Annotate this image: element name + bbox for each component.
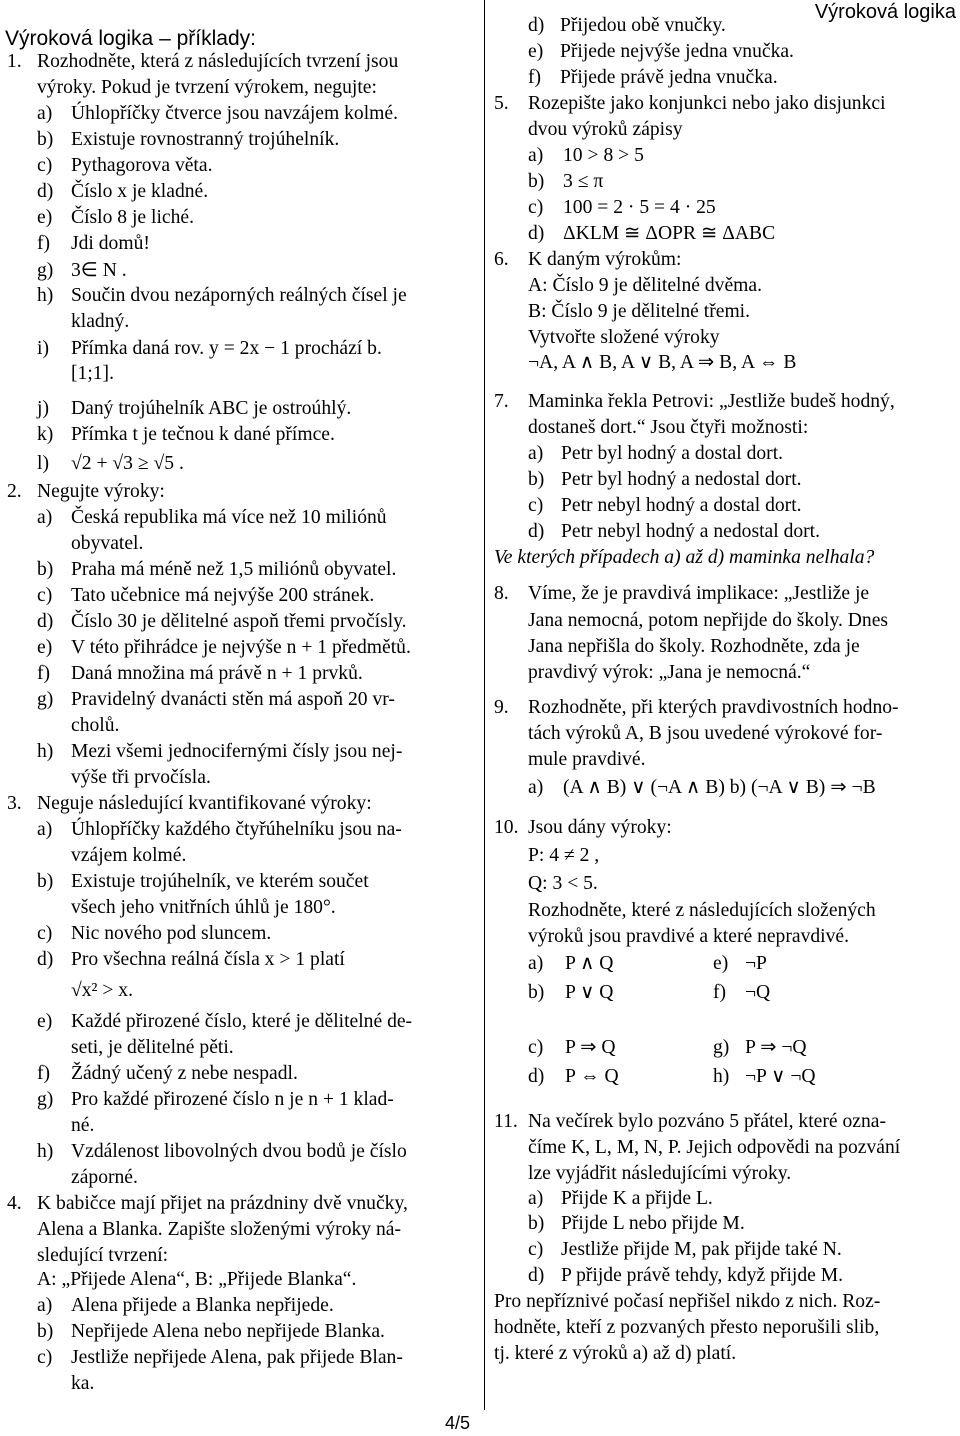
text-line: lze vyjádřit následujícími výroky. [528, 1163, 792, 1184]
text-line: dostaneš dort.“ Jsou čtyři možnosti: [528, 417, 809, 438]
text-line: A: „Přijede Alena“, B: „Přijede Blanka“. [37, 1269, 357, 1290]
text-line: √2 + √3 ≥ √5 . [71, 453, 184, 474]
page-title: Výroková logika – příklady: [5, 27, 256, 50]
text-line: Rozhodněte, která z následujících tvrzení jsou [37, 51, 399, 72]
text-line: Pro nepříznivé počasí nepřišel nikdo z nich. Roz- [494, 1291, 881, 1312]
text-line: B: Číslo 9 je dělitelné třemi. [528, 301, 751, 322]
item-label: g) [37, 689, 54, 710]
text-line: P přijde právě tehdy, když přijde M. [561, 1265, 844, 1286]
text-line: Součin dvou nezáporných reálných čísel je [71, 285, 407, 306]
item-label: b) [37, 129, 54, 150]
text-line: 100 = 2 · 5 = 4 · 25 [563, 197, 716, 218]
text-line: Nepřijede Alena nebo nepřijede Blanka. [71, 1321, 385, 1342]
text-line: vzájem kolmé. [71, 845, 187, 866]
text-line: Nic nového pod sluncem. [71, 923, 272, 944]
text-line: Petr nebyl hodný a nedostal dort. [561, 521, 821, 542]
text-line: Jdi domů! [71, 233, 150, 254]
item-label: d) [37, 181, 54, 202]
item-label: l) [37, 453, 49, 474]
item-label: e) [528, 41, 544, 62]
item-label: c) [528, 495, 544, 516]
item-label: c) [37, 155, 53, 176]
text-line: 3∈ N . [71, 260, 127, 281]
text-line: A: Číslo 9 je dělitelné dvěma. [528, 275, 762, 296]
item-label: b) [37, 871, 54, 892]
item-label: e) [37, 207, 53, 228]
text-line: tj. které z výroků a) až d) platí. [494, 1343, 737, 1364]
item-label: b) [37, 1321, 54, 1342]
column-divider [484, 0, 485, 1410]
text-line: Pro všechna reálná čísla x > 1 platí [71, 949, 345, 970]
text-line: ΔKLM ≅ ΔOPR ≅ ΔABC [563, 223, 776, 244]
exercise-number: 10. [494, 817, 519, 838]
text-line: 10 > 8 > 5 [563, 145, 644, 166]
exercise-number: 6. [494, 249, 509, 270]
item-label: c) [37, 1347, 53, 1368]
text-line: Rozhodněte, při kterých pravdivostních hodno- [528, 697, 899, 718]
text-line: Úhlopříčky každého čtyřúhelníku jsou na- [71, 819, 402, 840]
item-label: e) [37, 1011, 53, 1032]
item-label: k) [37, 424, 54, 445]
item-label: b) [528, 171, 545, 192]
text-line: K babičce mají přijet na prázdniny dvě vnučky, [37, 1193, 408, 1214]
item-label: f) [37, 1063, 51, 1084]
item-label: f) [37, 233, 51, 254]
text-line: Přímka daná rov. y = 2x − 1 prochází b. [71, 338, 382, 359]
text-line: Číslo 30 je dělitelné aspoň třemi prvočísly. [71, 611, 407, 632]
item-label: a) [528, 953, 544, 974]
text-line: né. [71, 1115, 95, 1136]
text-line: seti, je dělitelné pěti. [71, 1037, 234, 1058]
item-label: d) [528, 223, 545, 244]
item-label: a) [528, 145, 544, 166]
text-line: Přijde L nebo přijde M. [561, 1213, 745, 1234]
text-line: √x² > x. [71, 980, 133, 1001]
item-label: f) [713, 982, 727, 1003]
item-label: f) [528, 67, 542, 88]
text-line: P: 4 ≠ 2 , [528, 845, 600, 866]
text-line: Praha má méně než 1,5 miliónů obyvatel. [71, 559, 397, 580]
running-header: Výroková logika [814, 1, 956, 23]
text-line: Přijde K a přijde L. [561, 1188, 713, 1209]
text-line: Na večírek bylo pozváno 5 přátel, které ozna- [528, 1111, 886, 1132]
item-label: d) [37, 949, 54, 970]
text-line: Přijedou obě vnučky. [560, 15, 726, 36]
text-line: K daným výrokům: [528, 249, 682, 270]
text-line: hodněte, kteří z pozvaných přesto neporušili slib, [494, 1317, 880, 1338]
exercise-number: 4. [7, 1193, 22, 1214]
text-line: výše tři prvočísla. [71, 767, 211, 788]
text-line: výroků jsou pravdivé a které nepravdivé. [528, 926, 850, 947]
text-line: cholů. [71, 715, 120, 736]
text-line: P ∧ Q [565, 953, 614, 974]
text-line: Rozhodněte, které z následujících složených [528, 900, 876, 921]
item-label: h) [713, 1066, 730, 1087]
text-line: Existuje trojúhelník, ve kterém součet [71, 871, 369, 892]
exercise-number: 8. [494, 583, 509, 604]
exercise-number: 11. [494, 1111, 518, 1132]
item-label: d) [528, 1265, 545, 1286]
text-line: Q: 3 < 5. [528, 873, 598, 894]
item-label: g) [713, 1037, 730, 1058]
item-label: c) [528, 197, 544, 218]
item-label: e) [713, 953, 729, 974]
text-line: Číslo x je kladné. [71, 181, 209, 202]
text-line: mule pravdivé. [528, 749, 646, 770]
text-line: záporné. [71, 1167, 138, 1188]
item-label: c) [37, 923, 53, 944]
text-line: Vytvořte složené výroky [528, 327, 720, 348]
item-label: c) [528, 1239, 544, 1260]
exercise-number: 5. [494, 93, 509, 114]
text-line: Jana nepřišla do školy. Rozhodněte, zda je [528, 636, 860, 657]
item-label: a) [37, 819, 53, 840]
item-label: a) [528, 1188, 544, 1209]
item-label: e) [37, 637, 53, 658]
item-label: g) [37, 260, 54, 281]
text-line: Jana nemocná, potom nepřijde do školy. Dnes [528, 610, 889, 631]
exercise-number: 3. [7, 793, 22, 814]
item-label: g) [37, 1089, 54, 1110]
text-line: Negujte výroky: [37, 481, 165, 502]
text-line: Ve kterých případech a) až d) maminka nelhala? [494, 547, 875, 568]
item-label: b) [528, 1213, 545, 1234]
text-line: 3 ≤ π [563, 171, 604, 192]
text-line: [1;1]. [71, 363, 114, 384]
text-line: (A ∧ B) ∨ (¬A ∧ B) b) (¬A ∨ B) ⇒ ¬B [563, 777, 876, 798]
text-line: Pravidelný dvanácti stěn má aspoň 20 vr- [71, 689, 395, 710]
text-line: ¬A, A ∧ B, A ∨ B, A ⇒ B, A ⇔ B [528, 352, 797, 373]
text-line: Víme, že je pravdivá implikace: „Jestliže je [528, 583, 870, 604]
text-line: Daná množina má právě n + 1 prvků. [71, 663, 363, 684]
text-line: Petr byl hodný a nedostal dort. [561, 469, 802, 490]
text-line: Pro každé přirozené číslo n je n + 1 klad- [71, 1089, 394, 1110]
exercise-number: 1. [7, 51, 22, 72]
text-line: Existuje rovnostranný trojúhelník. [71, 129, 340, 150]
text-line: Rozepište jako konjunkci nebo jako disjunkci [528, 93, 886, 114]
text-line: Petr byl hodný a dostal dort. [561, 443, 784, 464]
item-label: j) [37, 398, 49, 419]
item-label: c) [37, 585, 53, 606]
text-line: Každé přirozené číslo, které je dělitelné de- [71, 1011, 413, 1032]
text-line: Jsou dány výroky: [528, 817, 672, 838]
text-line: V této přihrádce je nejvýše n + 1 předmětů. [71, 637, 411, 658]
item-label: d) [528, 521, 545, 542]
text-line: Maminka řekla Petrovi: „Jestliže budeš hodný, [528, 391, 895, 412]
item-label: h) [37, 1141, 54, 1162]
text-line: P ⇒ Q [565, 1037, 616, 1058]
text-line: všech jeho vnitřních úhlů je 180°. [71, 897, 336, 918]
text-line: Přijede nejvýše jedna vnučka. [560, 41, 794, 62]
text-line: dvou výroků zápisy [528, 119, 683, 140]
item-label: a) [528, 777, 544, 798]
text-line: ¬P ∨ ¬Q [745, 1066, 816, 1087]
item-label: i) [37, 338, 49, 359]
text-line: Žádný učený z nebe nespadl. [71, 1063, 298, 1084]
text-line: P ⇒ ¬Q [745, 1037, 807, 1058]
item-label: a) [528, 443, 544, 464]
text-line: sledující tvrzení: [37, 1245, 169, 1266]
item-label: b) [528, 982, 545, 1003]
text-line: Daný trojúhelník ABC je ostroúhlý. [71, 398, 352, 419]
text-line: ka. [71, 1373, 95, 1394]
text-line: Alena a Blanka. Zapište složenými výroky ná- [37, 1219, 402, 1240]
exercise-number: 2. [7, 481, 22, 502]
text-line: obyvatel. [71, 533, 144, 554]
text-line: Jestliže přijde M, pak přijde také N. [561, 1239, 842, 1260]
item-label: d) [528, 15, 545, 36]
exercise-number: 9. [494, 697, 509, 718]
text-line: pravdivý výrok: „Jana je nemocná.“ [528, 662, 811, 683]
exercise-number: 7. [494, 391, 509, 412]
text-line: Jestliže nepřijede Alena, pak přijede Blan- [71, 1347, 403, 1368]
text-line: Přímka t je tečnou k dané přímce. [71, 424, 335, 445]
item-label: h) [37, 285, 54, 306]
text-line: Přijede právě jedna vnučka. [560, 67, 778, 88]
text-line: Mezi všemi jednocifernými čísly jsou nej- [71, 741, 403, 762]
text-line: tách výroků A, B jsou uvedené výrokové for- [528, 723, 883, 744]
item-label: b) [37, 559, 54, 580]
text-line: Neguje následující kvantifikované výroky: [37, 793, 372, 814]
page-number: 4/5 [445, 1413, 471, 1433]
item-label: d) [528, 1066, 545, 1087]
item-label: a) [37, 103, 53, 124]
text-line: Alena přijede a Blanka nepřijede. [71, 1295, 334, 1316]
text-line: Česká republika má více než 10 miliónů [71, 507, 387, 528]
text-line: Číslo 8 je liché. [71, 207, 194, 228]
text-line: číme K, L, M, N, P. Jejich odpovědi na pozvání [528, 1137, 901, 1158]
text-line: P ∨ Q [565, 982, 614, 1003]
text-line: Pythagorova věta. [71, 155, 213, 176]
item-label: c) [528, 1037, 544, 1058]
text-line: ¬Q [745, 982, 771, 1003]
text-line: Petr nebyl hodný a dostal dort. [561, 495, 802, 516]
item-label: a) [37, 507, 53, 528]
item-label: b) [528, 469, 545, 490]
item-label: d) [37, 611, 54, 632]
text-line: kladný. [71, 311, 130, 332]
item-label: a) [37, 1295, 53, 1316]
text-line: Úhlopříčky čtverce jsou navzájem kolmé. [71, 103, 398, 124]
item-label: h) [37, 741, 54, 762]
text-line: Tato učebnice má nejvýše 200 stránek. [71, 585, 375, 606]
item-label: f) [37, 663, 51, 684]
text-line: výroky. Pokud je tvrzení výrokem, negujte: [37, 77, 377, 98]
text-line: P ⇔ Q [565, 1066, 619, 1087]
text-line: ¬P [745, 953, 767, 974]
text-line: Vzdálenost libovolných dvou bodů je číslo [71, 1141, 407, 1162]
